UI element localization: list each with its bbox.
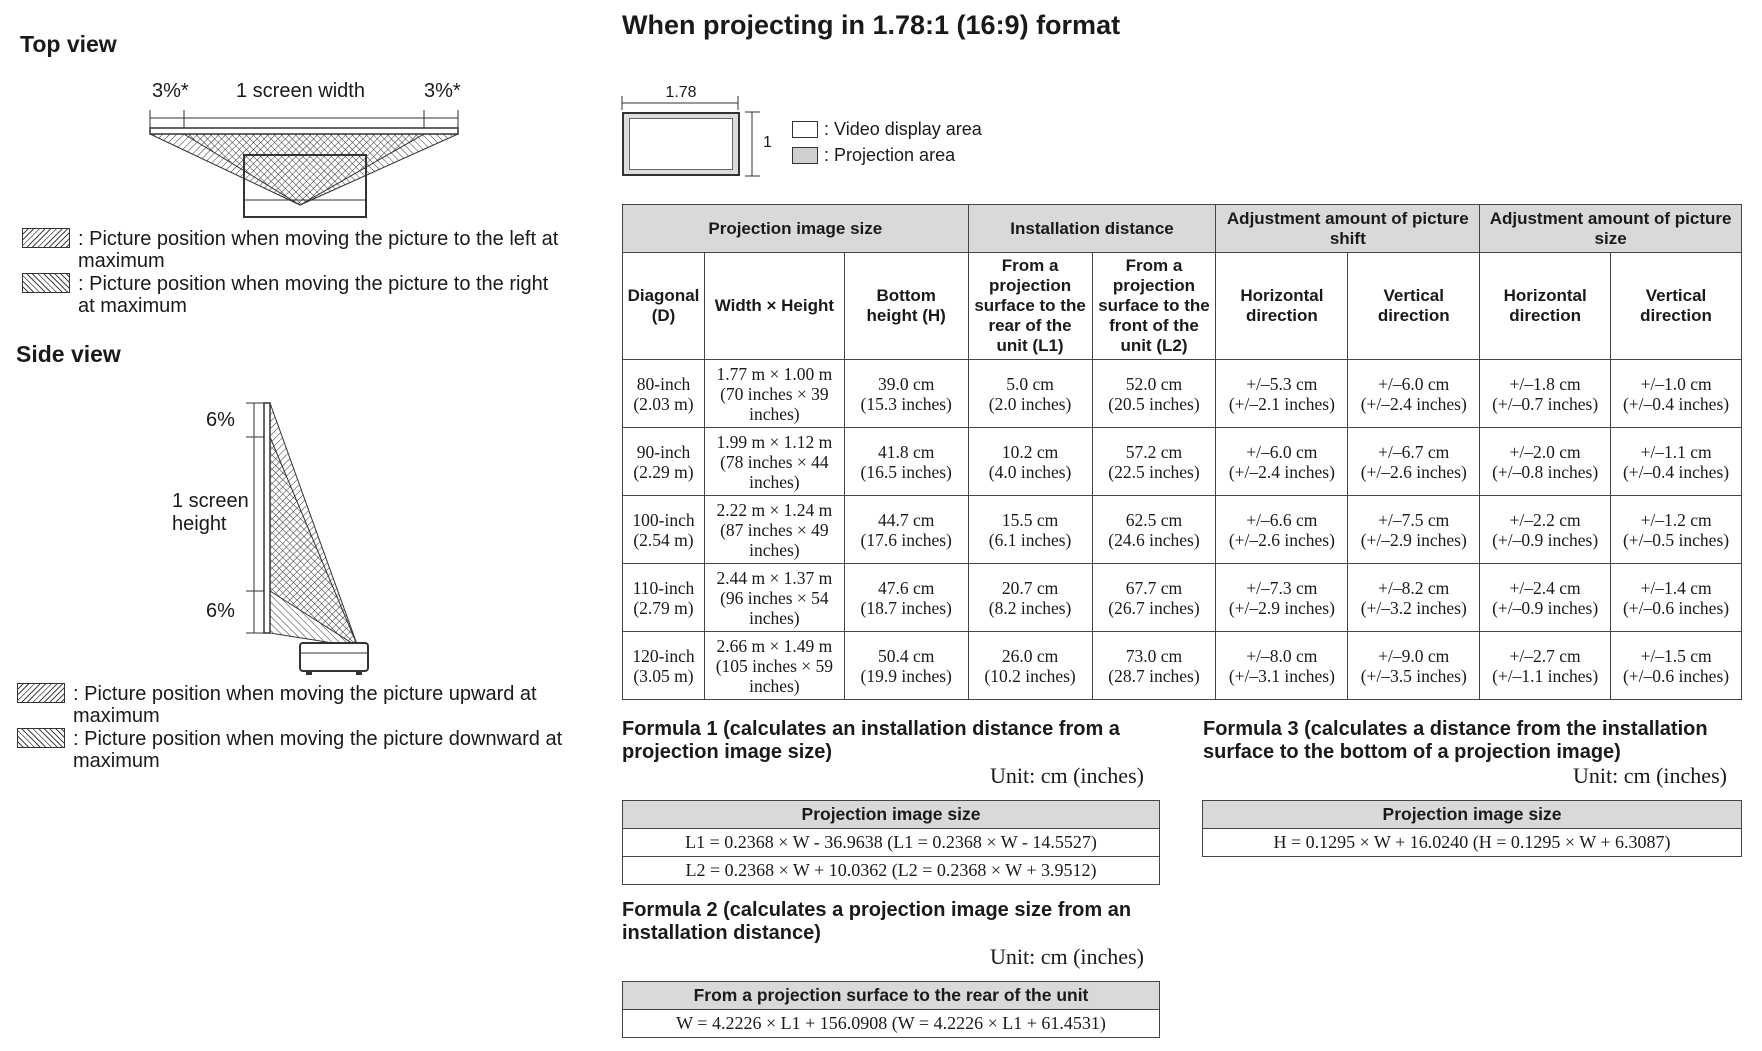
cell-line: inches) [749,403,800,424]
cell-line: +/–2.0 cm [1509,441,1581,462]
cell-shift-h [1216,496,1348,564]
cell-size-h [1480,496,1611,564]
cell-line: +/–8.0 cm [1246,645,1318,666]
cell-line: (+/–2.9 inches) [1360,529,1467,550]
cell-line: (+/–0.9 inches) [1492,597,1599,618]
cell-line: (+/–0.5 inches) [1622,529,1730,550]
cell-line: (20.5 inches) [1108,393,1200,414]
header-picture-size: Adjustment amount of picture size [1480,205,1742,253]
top-view-right-percent: 3%* [424,80,461,102]
side-view-legend-down: : Picture position when moving the picture downward at maximum [17,728,563,772]
cell-line: (78 inches × 44 [720,451,829,472]
cell-line: +/–1.5 cm [1640,645,1712,666]
cell-diagonal [623,496,705,564]
cell-shift-h [1216,428,1348,496]
cell-size-h [1480,428,1611,496]
cell-shift-v [1348,632,1480,700]
main-title: When projecting in 1.78:1 (16:9) format [622,10,1121,40]
cell-line: 57.2 cm [1125,441,1183,462]
cell-wh [704,496,844,564]
cell-line: (+/–2.6 inches) [1228,529,1335,550]
side-view-title: Side view [16,341,121,367]
cell-size-v [1611,360,1742,428]
cell-line: (+/–0.8 inches) [1492,461,1599,482]
cell-bottom [844,564,968,632]
cell-line: +/–5.3 cm [1246,373,1318,394]
side-view-height-label-line2: height [172,513,227,535]
table-row [623,632,1742,700]
cell-line: (22.5 inches) [1108,461,1200,482]
cell-size-v [1611,428,1742,496]
display-area-swatch [792,121,818,138]
ratio-display-area [629,118,733,170]
cell-line: +/–1.8 cm [1509,373,1581,394]
cell-bottom [844,632,968,700]
cell-line: (10.2 inches) [984,665,1076,686]
ratio-legend-projection-text: Projection area [834,145,956,165]
formula3-table [1202,800,1742,857]
cell-shift-h [1216,360,1348,428]
cell-line: (+/–0.7 inches) [1492,393,1599,414]
ratio-width-label: 1.78 [665,84,697,101]
cell-line: (+/–0.4 inches) [1622,393,1730,414]
cell-line: (16.5 inches) [860,461,952,482]
cell-diagonal [623,428,705,496]
cell-line: (8.2 inches) [988,597,1072,618]
cell-line: (+/–2.4 inches) [1228,461,1335,482]
top-view-legend-left-text: Picture position when moving the picture to the left at maximum [78,228,559,272]
formula1-row-l1: L1 = 0.2368 × W - 36.9638 (L1 = 0.2368 × W - 14.5527) [623,829,1160,857]
cell-line: (24.6 inches) [1108,529,1200,550]
cell-size-h [1480,632,1611,700]
top-view-left-percent: 3%* [152,80,189,102]
cell-line: +/–9.0 cm [1378,645,1450,666]
cell-line: +/–1.4 cm [1640,577,1712,598]
formula3-header: Projection image size [1203,801,1742,829]
cell-line: (+/–0.9 inches) [1492,529,1599,550]
cell-line: +/–6.7 cm [1378,441,1450,462]
cell-l2 [1092,632,1216,700]
cell-l1 [968,496,1092,564]
header-width-height: Width × Height [704,253,844,360]
ratio-legend-projection: : Projection area [792,145,955,166]
cell-line: +/–1.2 cm [1640,509,1712,530]
cell-line: +/–7.3 cm [1246,577,1318,598]
ratio-projection-area [622,112,740,176]
formula1-table [622,800,1160,885]
cell-line: +/–1.1 cm [1640,441,1712,462]
formula2-title [622,899,1131,945]
cell-line: 26.0 cm [1001,645,1059,666]
cell-wh [704,564,844,632]
hatch-right-swatch [22,273,70,293]
cell-line: (2.29 m) [633,461,694,482]
header-l2: From a projection surface to the front of the unit (L2) [1092,253,1216,360]
cell-line: (+/–2.9 inches) [1228,597,1335,618]
cell-line: 120-inch [632,645,695,666]
cell-line: 10.2 cm [1001,441,1059,462]
table-row [623,360,1742,428]
cell-shift-h [1216,564,1348,632]
cell-size-v [1611,496,1742,564]
cell-line: 67.7 cm [1125,577,1183,598]
cell-line: (4.0 inches) [988,461,1072,482]
top-view-width-label: 1 screen width [236,80,365,102]
cell-wh [704,632,844,700]
cell-line: 80-inch [636,373,691,394]
header-bottom-height: Bottom height (H) [844,253,968,360]
cell-bottom [844,360,968,428]
formula3-row-h: H = 0.1295 × W + 16.0240 (H = 0.1295 × W + 6.3087) [1203,829,1742,857]
cell-diagonal [623,564,705,632]
cell-size-v [1611,564,1742,632]
cell-line: (2.79 m) [633,597,694,618]
cell-line: 2.22 m × 1.24 m [716,499,833,520]
formula1-header: Projection image size [623,801,1160,829]
cell-line: 47.6 cm [877,577,935,598]
side-view-bottom-percent: 6% [206,600,235,622]
cell-line: +/–7.5 cm [1378,509,1450,530]
cell-diagonal [623,360,705,428]
cell-line: 2.66 m × 1.49 m [716,635,833,656]
formula2-title-line1: Formula 2 (calculates a projection image size from an [622,899,1132,921]
cell-line: (18.7 inches) [860,597,952,618]
cell-line: +/–6.0 cm [1378,373,1450,394]
cell-shift-h [1216,632,1348,700]
header-shift-vertical: Vertical direction [1348,253,1480,360]
side-view-height-label [172,490,249,536]
cell-line: inches) [749,539,800,560]
side-view-diagram [240,395,385,680]
formula1-row-l2: L2 = 0.2368 × W + 10.0362 (L2 = 0.2368 × W + 3.9512) [623,857,1160,885]
cell-line: 100-inch [632,509,695,530]
table-row [623,564,1742,632]
formula3-unit: Unit: cm (inches) [1573,763,1727,788]
cell-line: 52.0 cm [1125,373,1183,394]
formula2-header: From a projection surface to the rear of the unit [623,982,1160,1010]
cell-l2 [1092,564,1216,632]
cell-l1 [968,360,1092,428]
cell-line: +/–2.4 cm [1509,577,1581,598]
cell-size-h [1480,564,1611,632]
cell-l1 [968,564,1092,632]
cell-line: 62.5 cm [1125,509,1183,530]
cell-l2 [1092,360,1216,428]
cell-line: 73.0 cm [1125,645,1183,666]
table-row [623,428,1742,496]
cell-line: (+/–0.6 inches) [1622,597,1730,618]
ratio-height-label: 1 [763,134,772,151]
cell-line: +/–8.2 cm [1378,577,1450,598]
cell-l2 [1092,428,1216,496]
ratio-legend-display: : Video display area [792,119,982,140]
cell-line: (+/–2.4 inches) [1360,393,1467,414]
side-view-height-label-line1: 1 screen [172,490,249,512]
header-picture-shift: Adjustment amount of picture shift [1216,205,1480,253]
hatch-down-swatch [17,728,65,748]
top-view-title: Top view [20,31,117,57]
header-shift-horizontal: Horizontal direction [1216,253,1348,360]
top-view-diagram [140,100,470,225]
cell-line: (15.3 inches) [860,393,952,414]
cell-line: (+/–0.4 inches) [1622,461,1730,482]
cell-bottom [844,496,968,564]
cell-l1 [968,428,1092,496]
side-view-legend-up-text: Picture position when moving the picture upward at maximum [73,683,537,727]
cell-line: (+/–1.1 inches) [1492,665,1599,686]
header-l1: From a projection surface to the rear of the unit (L1) [968,253,1092,360]
cell-line: 110-inch [632,577,695,598]
cell-line: 20.7 cm [1001,577,1059,598]
cell-line: (105 inches × 59 [715,655,834,676]
formula1-title [622,718,1120,764]
cell-size-h [1480,360,1611,428]
cell-line: 44.7 cm [877,509,935,530]
projection-area-swatch [792,147,818,164]
cell-line: (+/–3.5 inches) [1360,665,1467,686]
cell-line: 1.77 m × 1.00 m [716,363,833,384]
cell-line: inches) [749,607,800,628]
cell-line: (+/–2.1 inches) [1228,393,1335,414]
cell-shift-v [1348,428,1480,496]
header-installation-distance: Installation distance [968,205,1216,253]
cell-line: +/–2.7 cm [1509,645,1581,666]
cell-line: +/–1.0 cm [1640,373,1712,394]
cell-line: 90-inch [636,441,691,462]
cell-line: 41.8 cm [877,441,935,462]
table-row [623,496,1742,564]
cell-line: +/–6.0 cm [1246,441,1318,462]
projection-table [622,204,1742,700]
cell-line: (2.03 m) [633,393,694,414]
cell-line: 5.0 cm [1006,373,1054,394]
cell-l2 [1092,496,1216,564]
cell-line: 2.44 m × 1.37 m [716,567,833,588]
side-view-legend-down-text: Picture position when moving the picture downward at maximum [73,728,563,772]
header-size-horizontal: Horizontal direction [1480,253,1611,360]
cell-shift-v [1348,564,1480,632]
cell-shift-v [1348,360,1480,428]
cell-line: (19.9 inches) [860,665,952,686]
projection-table-body [623,360,1742,700]
top-view-legend-left: : Picture position when moving the picture to the left at maximum [22,228,568,272]
formula3-title-line1: Formula 3 (calculates a distance from the installation [1203,718,1708,740]
formula1-title-line2: projection image size) [622,741,833,763]
cell-wh [704,428,844,496]
header-diagonal: Diagonal (D) [623,253,705,360]
cell-wh [704,360,844,428]
cell-line: 39.0 cm [877,373,935,394]
cell-line: (+/–0.6 inches) [1622,665,1730,686]
formula1-unit: Unit: cm (inches) [990,763,1144,788]
cell-line: (+/–2.6 inches) [1360,461,1467,482]
cell-shift-v [1348,496,1480,564]
cell-size-v [1611,632,1742,700]
cell-line: (87 inches × 49 [720,519,829,540]
formula2-unit: Unit: cm (inches) [990,944,1144,969]
cell-line: inches) [749,675,800,696]
cell-l1 [968,632,1092,700]
cell-line: 15.5 cm [1001,509,1059,530]
cell-line: (+/–3.1 inches) [1228,665,1335,686]
top-view-legend-right: : Picture position when moving the picture to the right at maximum [22,273,568,317]
cell-line: (70 inches × 39 [720,383,829,404]
formula3-title-line2: surface to the bottom of a projection image) [1203,741,1621,763]
cell-line: (2.54 m) [633,529,694,550]
cell-line: (17.6 inches) [860,529,952,550]
hatch-up-swatch [17,683,65,703]
header-projection-size: Projection image size [623,205,969,253]
hatch-left-swatch [22,228,70,248]
formula2-title-line2: installation distance) [622,922,821,944]
top-view-legend-right-text: Picture position when moving the picture to the right at maximum [78,273,549,317]
cell-line: +/–6.6 cm [1246,509,1318,530]
side-view-top-percent: 6% [206,409,235,431]
cell-line: 1.99 m × 1.12 m [716,431,833,452]
cell-line: (3.05 m) [633,665,694,686]
side-view-legend-up: : Picture position when moving the picture upward at maximum [17,683,563,727]
cell-line: (28.7 inches) [1108,665,1200,686]
formula3-title [1203,718,1708,764]
formula1-title-line1: Formula 1 (calculates an installation distance from a [622,718,1120,740]
formula2-row-w: W = 4.2226 × L1 + 156.0908 (W = 4.2226 × L1 + 61.4531) [623,1010,1160,1038]
cell-line: (6.1 inches) [988,529,1072,550]
cell-line: (+/–3.2 inches) [1360,597,1467,618]
cell-line: (26.7 inches) [1108,597,1200,618]
formula2-table [622,981,1160,1038]
cell-bottom [844,428,968,496]
header-size-vertical: Vertical direction [1611,253,1742,360]
cell-line: inches) [749,471,800,492]
cell-line: +/–2.2 cm [1509,509,1581,530]
cell-line: (2.0 inches) [988,393,1072,414]
cell-line: 50.4 cm [877,645,935,666]
cell-diagonal [623,632,705,700]
cell-line: (96 inches × 54 [720,587,829,608]
ratio-legend-display-text: Video display area [834,119,982,139]
